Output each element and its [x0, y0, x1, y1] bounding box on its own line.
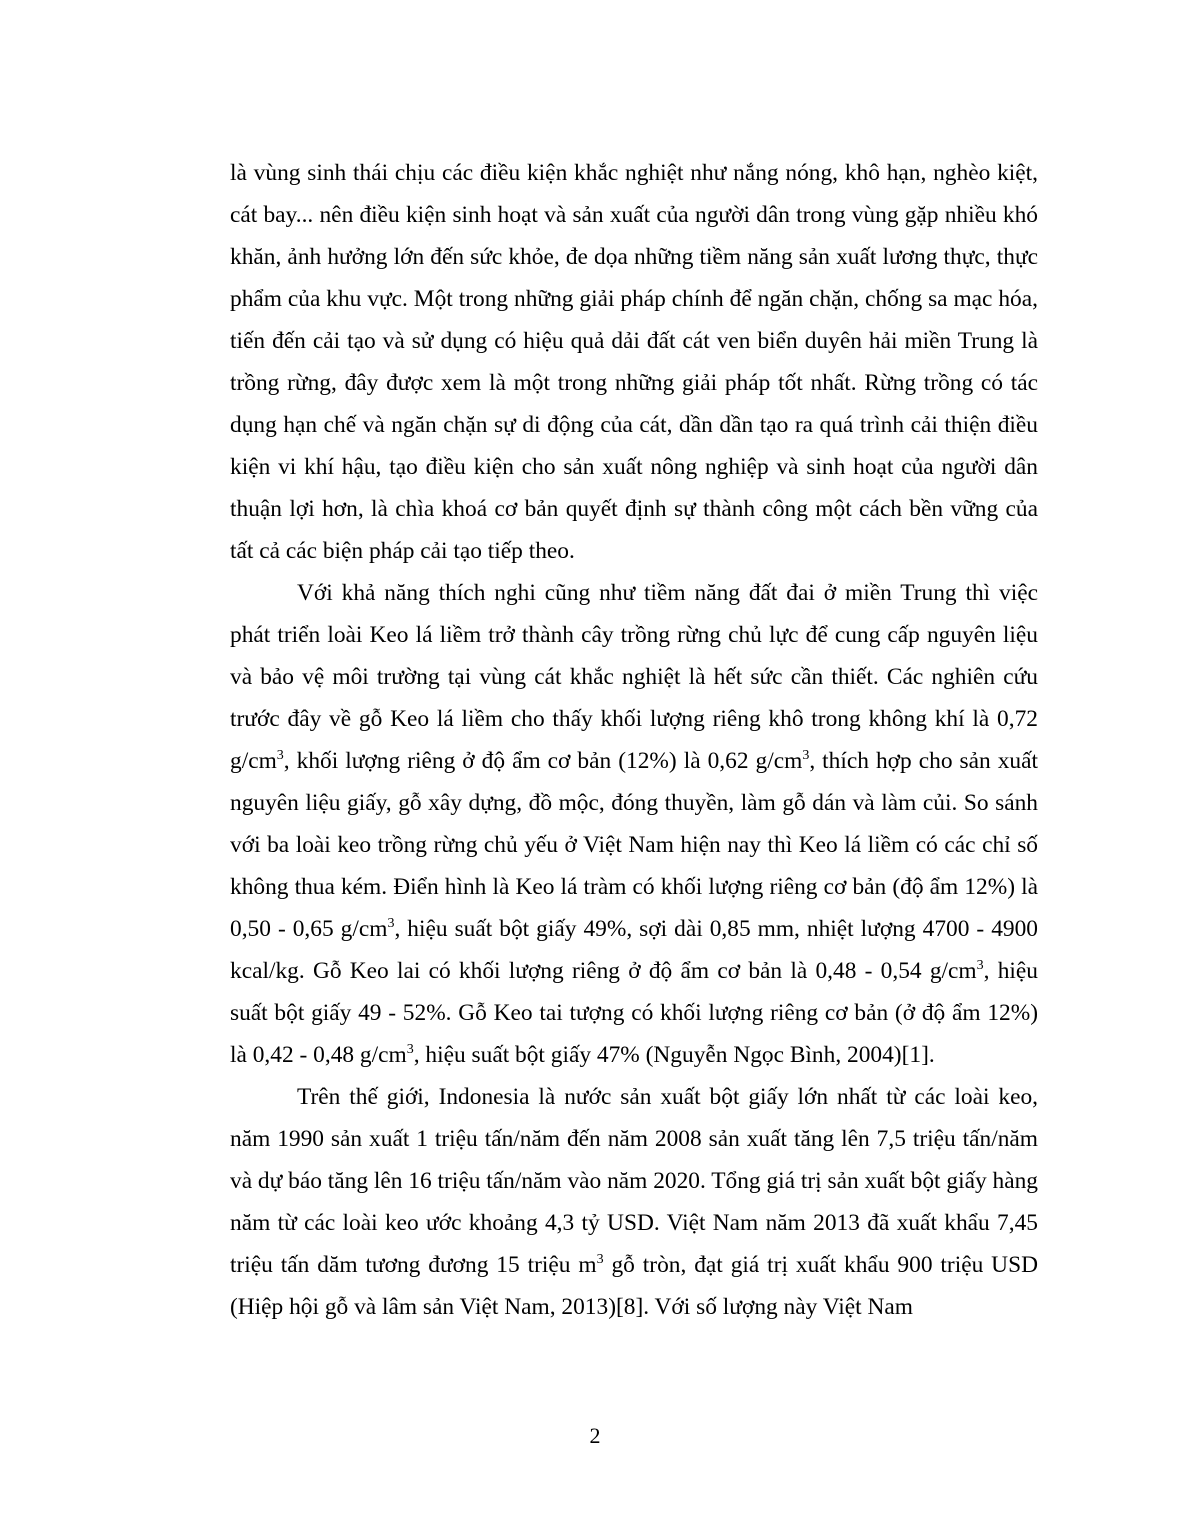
text-run: , hiệu suất bột giấy 49%, sợi dài 0,85 mm, nhiệt lượng 4700 - 4900 kcal/kg. Gỗ Keo lai có khối lượng riêng ở độ ẩm cơ bản là 0,48 - 0,54 g/cm — [230, 916, 1038, 984]
paragraph — [230, 152, 1038, 572]
text-run: , hiệu suất bột giấy 49 - 52%. Gỗ Keo tai tượng có khối lượng riêng cơ bản (ở độ ẩm 12%) là 0,42 - 0,48 g/cm — [230, 958, 1038, 1068]
text-run: là vùng sinh thái chịu các điều kiện khắc nghiệt như nắng nóng, khô hạn, nghèo kiệt, cát bay... nên điều kiện sinh hoạt và sản xuất của người dân trong vùng gặp nhiều khó khăn, ảnh hưởng lớn đến sức khỏe, đe dọa những tiềm năng sản xuất lương thực, thực phẩm của khu vực. Một trong những giải pháp chính để ngăn chặn, chống sa mạc hóa, tiến đến cải tạo và sử dụng có hiệu quả dải đất cát ven biển duyên hải miền Trung là trồng rừng, đây được xem là một trong những giải pháp tốt nhất. Rừng trồng có tác dụng hạn chế và ngăn chặn sự di động của cát, dần dần tạo ra quá trình cải thiện điều kiện vi khí hậu, tạo điều kiện cho sản xuất nông nghiệp và sinh hoạt của người dân thuận lợi hơn, là chìa khoá cơ bản quyết định sự thành công một cách bền vững của tất cả các biện pháp cải tạo tiếp theo. — [230, 160, 1038, 564]
body-text — [230, 152, 1038, 1328]
text-run: Trên thế giới, Indonesia là nước sản xuất bột giấy lớn nhất từ các loài keo, năm 1990 sản xuất 1 triệu tấn/năm đến năm 2008 sản xuất tăng lên 7,5 triệu tấn/năm và dự báo tăng lên 16 triệu tấn/năm vào năm 2020. Tổng giá trị sản xuất bột giấy hàng năm từ các loài keo ước khoảng 4,3 tỷ USD. Việt Nam năm 2013 đã xuất khẩu 7,45 triệu tấn dăm tương đương 15 triệu m — [230, 1084, 1038, 1278]
superscript: 3 — [802, 748, 810, 764]
text-run: , thích hợp cho sản xuất nguyên liệu giấy, gỗ xây dựng, đồ mộc, đóng thuyền, làm gỗ dán và làm củi. So sánh với ba loài keo trồng rừng chủ yếu ở Việt Nam hiện nay thì Keo lá liềm có các chỉ số không thua kém. Điển hình là Keo lá tràm có khối lượng riêng cơ bản (độ ẩm 12%) là 0,50 - 0,65 g/cm — [230, 748, 1038, 942]
text-run: gỗ tròn, đạt giá trị xuất khẩu 900 triệu USD (Hiệp hội gỗ và lâm sản Việt Nam, 2013)[8]. Với số lượng này Việt Nam — [230, 1252, 1038, 1320]
superscript: 3 — [276, 748, 284, 764]
paragraph — [230, 1076, 1038, 1328]
text-run: , khối lượng riêng ở độ ẩm cơ bản (12%) là 0,62 g/cm — [283, 748, 803, 774]
superscript: 3 — [387, 916, 395, 932]
page-number: 2 — [589, 1423, 601, 1448]
text-run: , hiệu suất bột giấy 47% (Nguyễn Ngọc Bình, 2004)[1]. — [413, 1042, 935, 1068]
superscript: 3 — [976, 958, 984, 974]
superscript: 3 — [406, 1042, 414, 1058]
paragraph — [230, 572, 1038, 1076]
text-run: Với khả năng thích nghi cũng như tiềm năng đất đai ở miền Trung thì việc phát triển loài Keo lá liềm trở thành cây trồng rừng chủ lực để cung cấp nguyên liệu và bảo vệ môi trường tại vùng cát khắc nghiệt là hết sức cần thiết. Các nghiên cứu trước đây về gỗ Keo lá liềm cho thấy khối lượng riêng khô trong không khí là 0,72 g/cm — [230, 580, 1038, 774]
superscript: 3 — [596, 1252, 604, 1268]
